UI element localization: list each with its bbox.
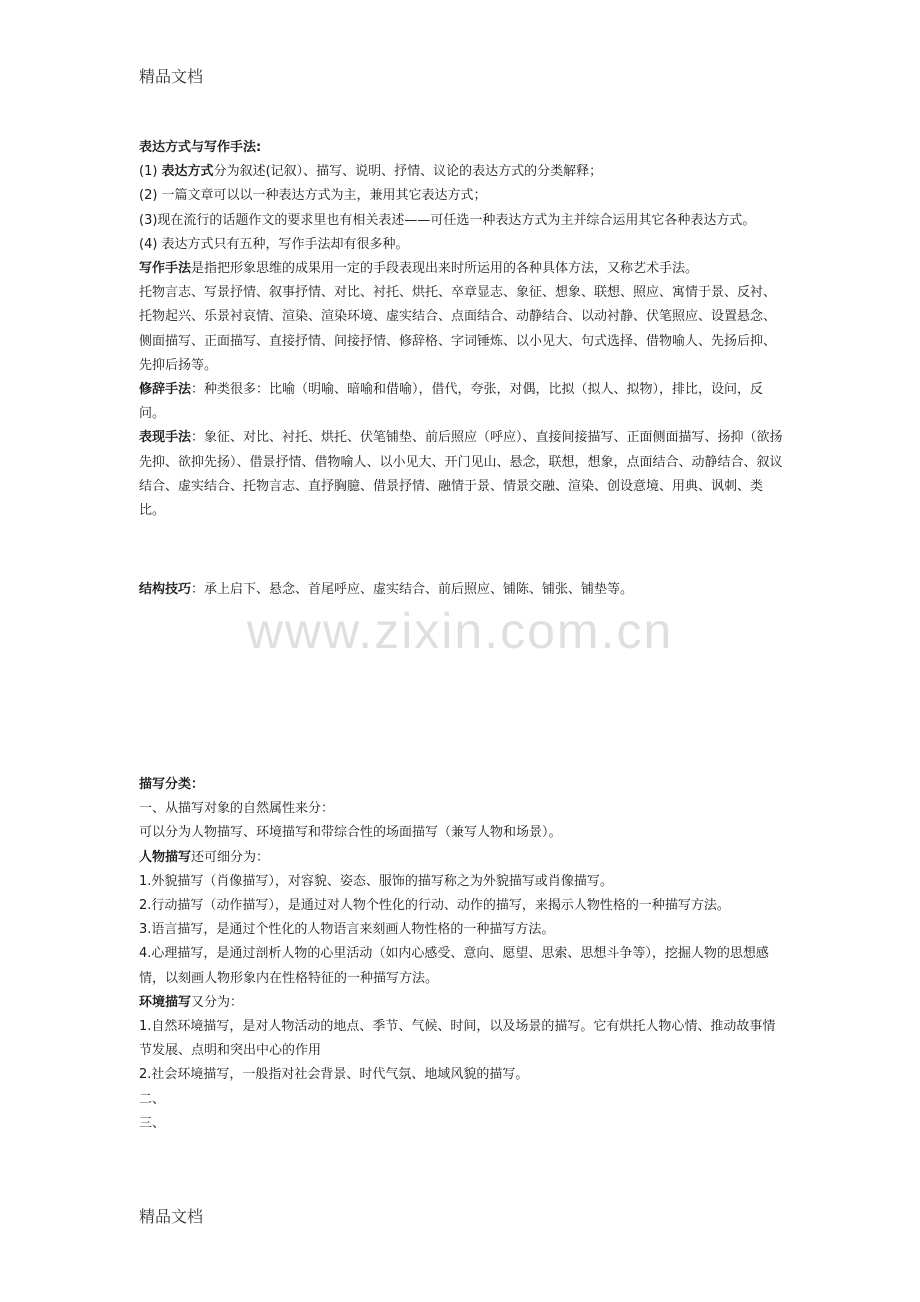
paragraph-item-3: (3)现在流行的话题作文的要求里也有相关表述——可任选一种表达方式为主并综合运用其它各种表达方式。 <box>139 212 756 228</box>
watermark: www.zixin.com.cn <box>246 603 674 659</box>
writing-technique-list: 托物言志、写景抒情、叙事抒情、对比、衬托、烘托、卒章显志、象征、想象、联想、照应、寓情于景、反衬、托物起兴、乐景衬哀情、渲染、渲染环境、虚实结合、点面结合、动静结合、以动衬静、伏笔照应、设置悬念、侧面描写、正面描写、直接抒情、间接抒情、修辞格、字词锤炼、以小见大、句式选择、借物喻人、先扬后抑、先抑后扬等。 <box>139 285 777 373</box>
paragraph-text: 分为叙述(记叙）、描写、说明、抒情、议论的表达方式的分类解释； <box>213 164 603 180</box>
list-item: 1.外貌描写（肖像描写），对容貌、姿态、服饰的描写称之为外貌描写或肖像描写。 <box>139 873 613 889</box>
list-item: 1.自然环境描写，是对人物活动的地点、季节、气候、时间，以及场景的描写。它有烘托人物心情、推动故事情节发展、点明和突出中心的作用 <box>139 1019 776 1059</box>
paragraph-text: ：象征、对比、衬托、烘托、伏笔铺垫、前后照应（呼应）、直接间接描写、正面侧面描写、扬抑（欲扬先抑、欲抑先扬）、借景抒情、借物喻人、以小见大、开门见山、悬念，联想，想象，点面结合、动静结合、叙议结合、虚实结合、托物言志、直抒胸臆、借景抒情、融情于景、情景交融、渲染、创设意境、用典、讽刺、类比。 <box>139 430 783 519</box>
paragraph-item-2: (2) 一篇文章可以以一种表达方式为主，兼用其它表达方式； <box>139 188 487 204</box>
list-item: 4.心理描写，是通过剖析人物的心里活动（如内心感受、意向、愿望、思索、思想斗争等），挖掘人物的思想感情，以刻画人物形象内在性格特征的一种描写方法。 <box>139 946 769 986</box>
list-item: 3.语言描写，是通过个性化的人物语言来刻画人物性格的一种描写方法。 <box>139 922 555 938</box>
paragraph-text: ：承上启下、悬念、首尾呼应、虚实结合、前后照应、铺陈、铺张、铺垫等。 <box>191 582 634 597</box>
writing-technique-definition <box>139 257 785 281</box>
paragraph-line: 可以分为人物描写、环境描写和带综合性的场面描写（兼写人物和场景）。 <box>139 825 562 841</box>
section-title: 表达方式与写作手法: <box>139 140 262 155</box>
item-number: (1) <box>139 164 162 180</box>
paragraph-item-1 <box>139 160 785 184</box>
paragraph-item-4: (4) 表达方式只有五种，写作手法却有很多种。 <box>139 236 409 252</box>
paragraph-line: 三、 <box>139 1115 166 1131</box>
list-item: 2.社会环境描写，一般指对社会背景、时代气氛、地域风貌的描写。 <box>139 1067 529 1083</box>
term-bold: 人物描写 <box>139 849 192 865</box>
term-bold: 表现手法 <box>139 430 192 446</box>
term-bold: 写作手法 <box>139 261 192 277</box>
paragraph-line: 一、从描写对象的自然属性来分： <box>139 801 335 817</box>
paragraph-text: 又分为： <box>191 994 244 1010</box>
environment-description-heading <box>139 991 785 1015</box>
paragraph-text: 是指把形象思维的成果用一定的手段表现出来时所运用的各种具体方法，又称艺术手法。 <box>191 261 699 277</box>
term-bold: 表达方式 <box>161 164 214 180</box>
description-section <box>139 773 785 1136</box>
rhetoric-paragraph <box>139 378 785 426</box>
term-bold: 环境描写 <box>139 994 192 1010</box>
structure-paragraph <box>139 578 785 602</box>
paragraph-line: 二、 <box>139 1091 166 1107</box>
term-bold: 修辞手法 <box>139 382 192 398</box>
paragraph-text: 还可细分为： <box>191 849 270 865</box>
page-header: 精品文档 <box>139 67 204 86</box>
term-bold: 结构技巧 <box>139 582 192 597</box>
expression-technique-paragraph <box>139 426 785 523</box>
paragraph-text: ：种类很多：比喻（明喻、暗喻和借喻），借代，夸张，对偶，比拟（拟人、拟物），排比，设问，反问。 <box>139 382 764 422</box>
expression-methods-section <box>139 136 785 523</box>
section-title: 描写分类： <box>139 777 205 792</box>
character-description-heading <box>139 846 785 870</box>
structure-section <box>139 578 785 602</box>
page-footer: 精品文档 <box>139 1207 204 1226</box>
list-item: 2.行动描写（动作描写），是通过对人物个性化的行动、动作的描写，来揭示人物性格的一种描写方法。 <box>139 898 730 914</box>
